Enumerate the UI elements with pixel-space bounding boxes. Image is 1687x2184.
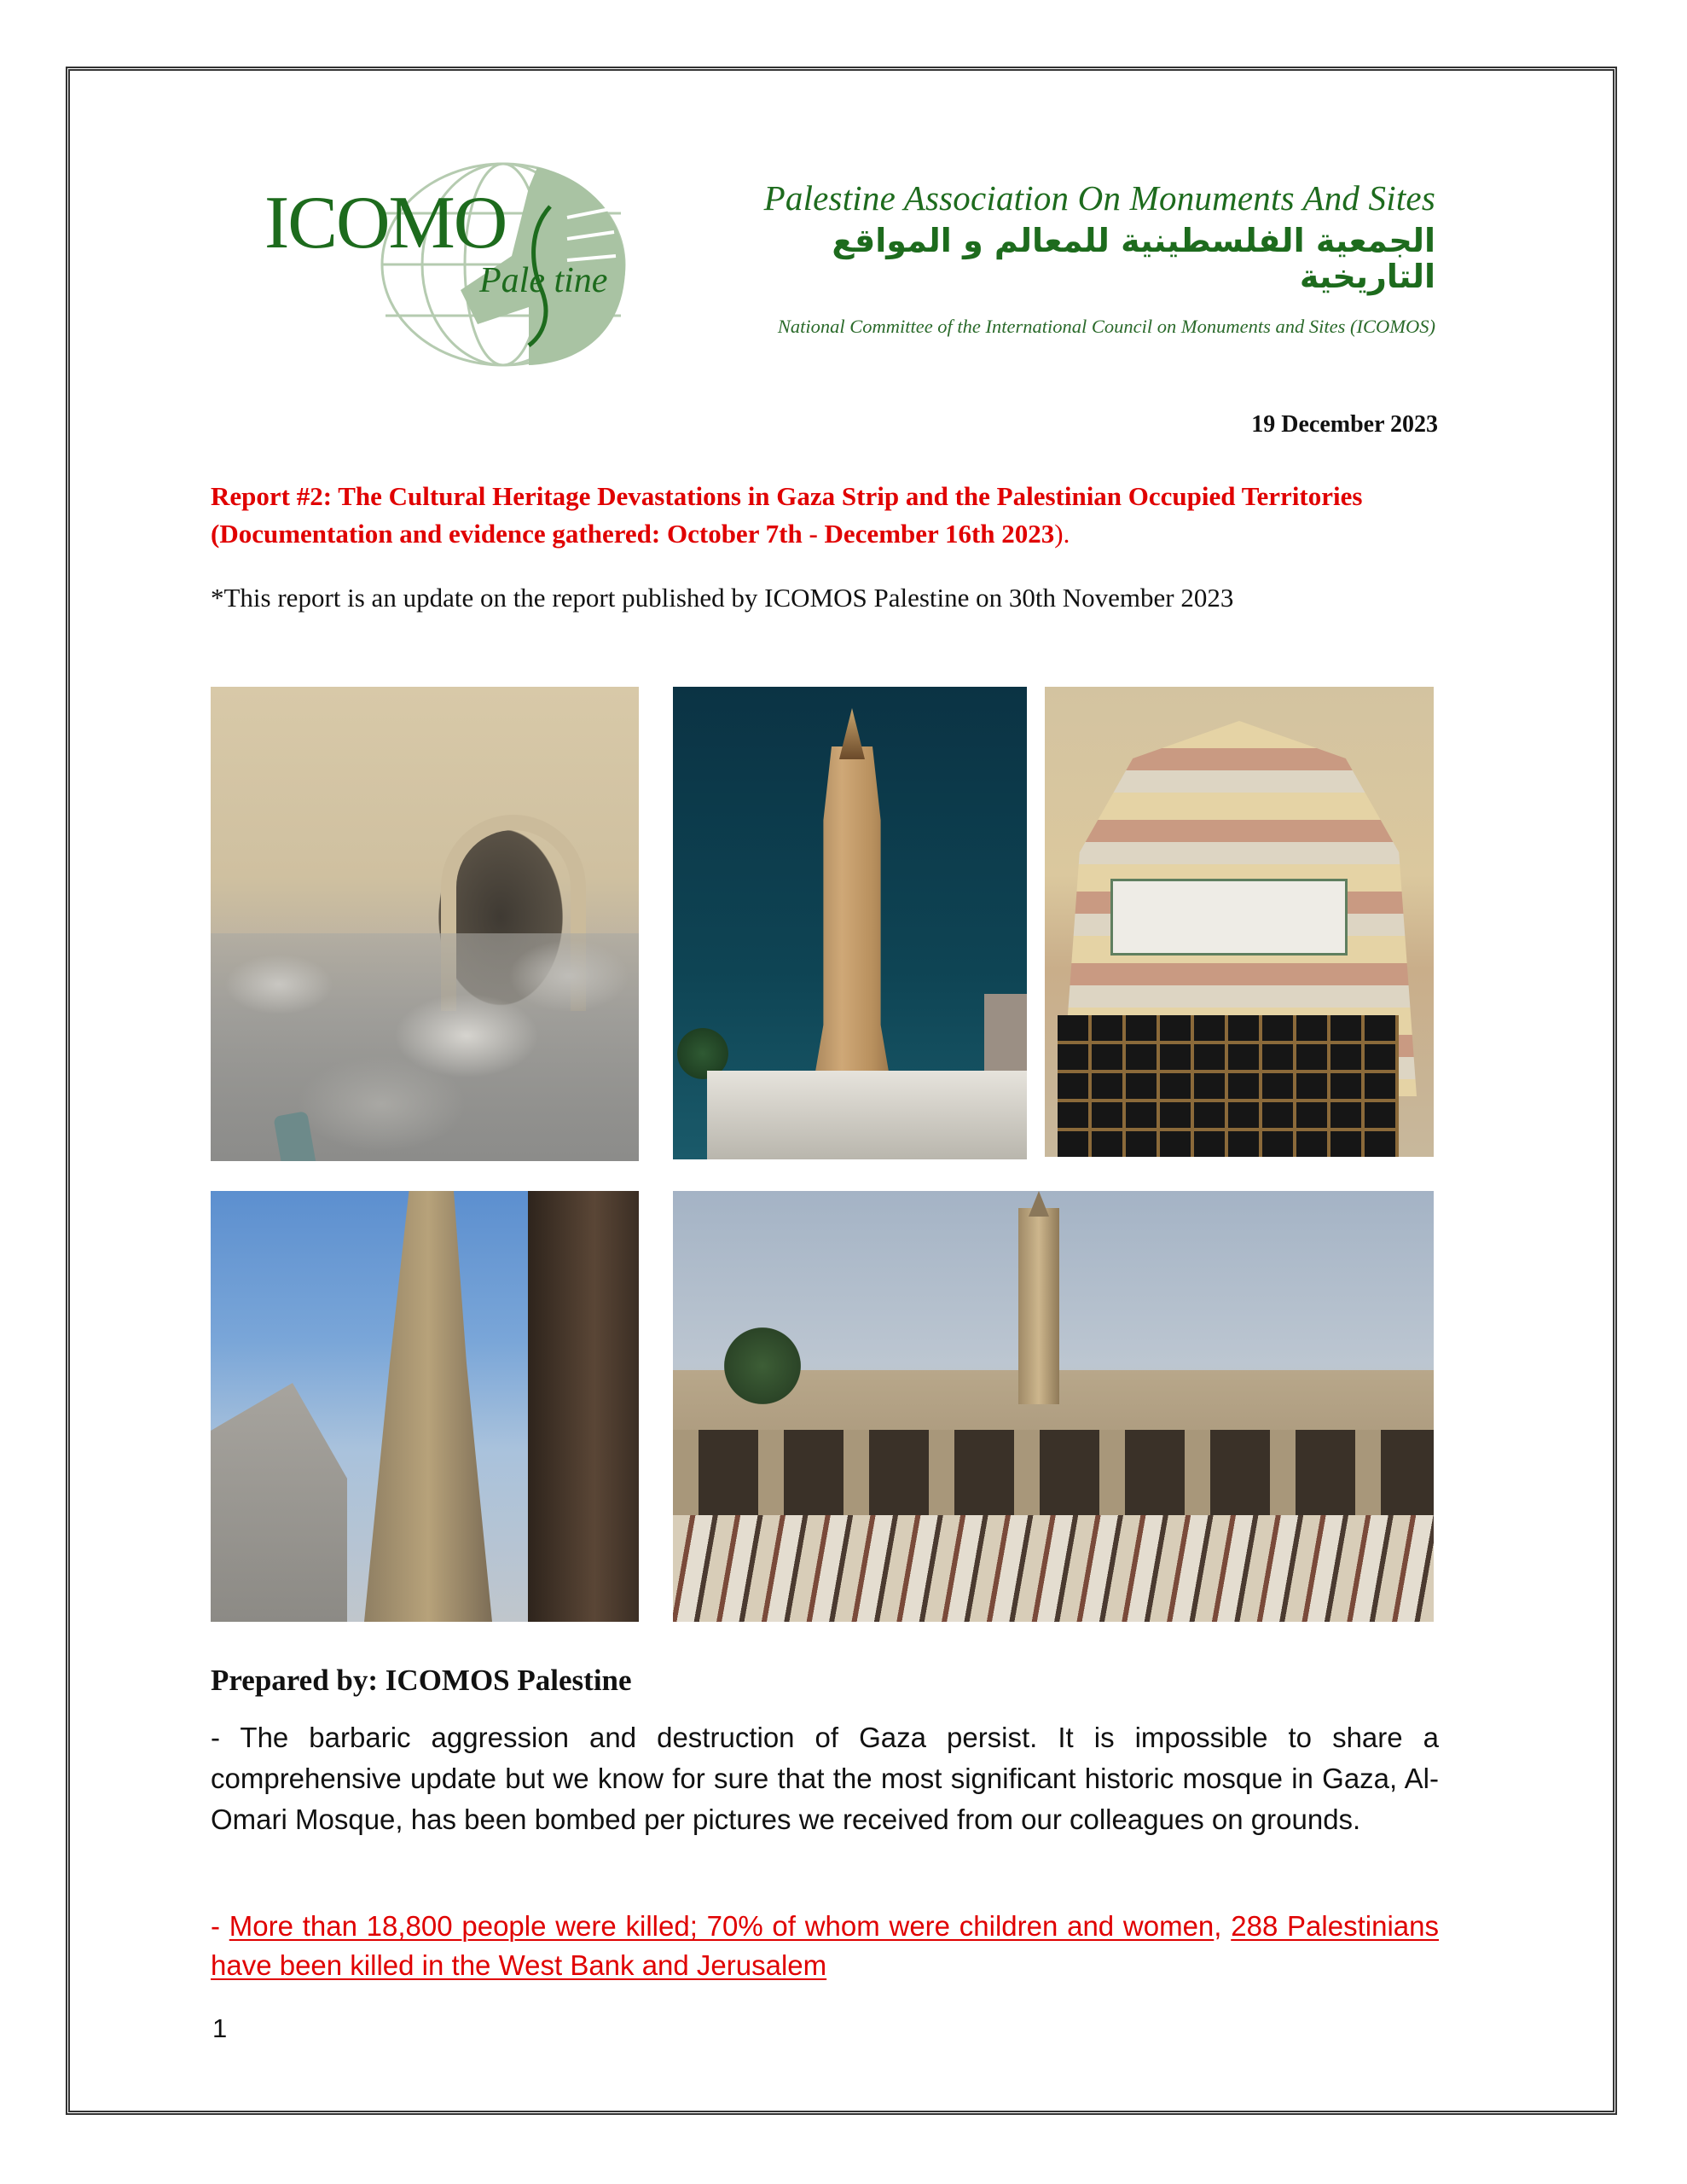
- photo-gate-shape: [1058, 1015, 1399, 1157]
- paragraph-aggression: - The barbaric aggression and destruction of Gaza persist. It is impossible to share a comprehensive update but we know for sure that the most significant historic mosque in Gaza, Al-Omari Mosque, has been bombed per pictures we received from our colleagues on grounds.: [211, 1722, 1439, 1835]
- association-name-english: Palestine Association On Monuments And Sites: [763, 178, 1435, 218]
- casualties-prefix: -: [211, 1910, 229, 1942]
- report-date: 19 December 2023: [1251, 411, 1438, 438]
- photo-damaged-mosque-interior: [211, 687, 639, 1161]
- logo-palestine-text: Pale tine: [479, 261, 608, 300]
- photo-minaret-cap-shape: [839, 708, 865, 759]
- report-title-punctuation: ).: [1054, 519, 1070, 549]
- photo-mosque-courtyard: [673, 1191, 1434, 1622]
- association-subtitle: National Committee of the International Council on Monuments and Sites (ICOMOS): [777, 316, 1435, 337]
- photo-minaret-teal-sky: [673, 687, 1027, 1159]
- photo-mosque-entrance-plaque: [1045, 687, 1434, 1157]
- photo-prayer-mats-shape: [673, 1515, 1434, 1622]
- photo-minaret-cap-shape: [1029, 1191, 1049, 1217]
- photo-ruin-shape: [211, 1383, 347, 1622]
- prepared-by: Prepared by: ICOMOS Palestine: [211, 1664, 632, 1697]
- casualties-west-bank-link[interactable]: 288 Palestinians have been killed in the West Bank and Jerusalem: [211, 1910, 1439, 1981]
- photo-ruin-shape: [528, 1191, 639, 1622]
- update-note: *This report is an update on the report published by ICOMOS Palestine on 30th November 2023: [211, 583, 1234, 613]
- photo-palm-shape: [724, 1327, 801, 1404]
- casualties-gaza-link[interactable]: More than 18,800 people were killed; 70% of whom were children and women: [229, 1910, 1215, 1942]
- photo-wall-shape: [707, 1071, 1027, 1159]
- association-name-arabic: الجمعية الفلسطينية للمعالم و المواقع التاريخية: [832, 222, 1435, 295]
- page-number: 1: [212, 2013, 228, 2043]
- photo-minaret-shape: [364, 1191, 492, 1622]
- casualties-separator: ,: [1214, 1910, 1232, 1942]
- photo-arcade-shape: [673, 1430, 1434, 1524]
- photo-minaret-shape: [1018, 1208, 1059, 1404]
- icomos-palestine-logo: [256, 162, 657, 375]
- paragraph-casualties: [211, 1907, 1439, 1985]
- logo-icomos-text: ICOMO: [264, 182, 507, 264]
- photo-damaged-minaret: [211, 1191, 639, 1622]
- photo-arabic-plaque: [1110, 879, 1348, 956]
- report-title: [211, 478, 1439, 553]
- report-title-text: Report #2: The Cultural Heritage Devastations in Gaza Strip and the Palestinian Occupied Territories (Documentation and evidence gathered: October 7th - December 16th 2023: [211, 481, 1363, 549]
